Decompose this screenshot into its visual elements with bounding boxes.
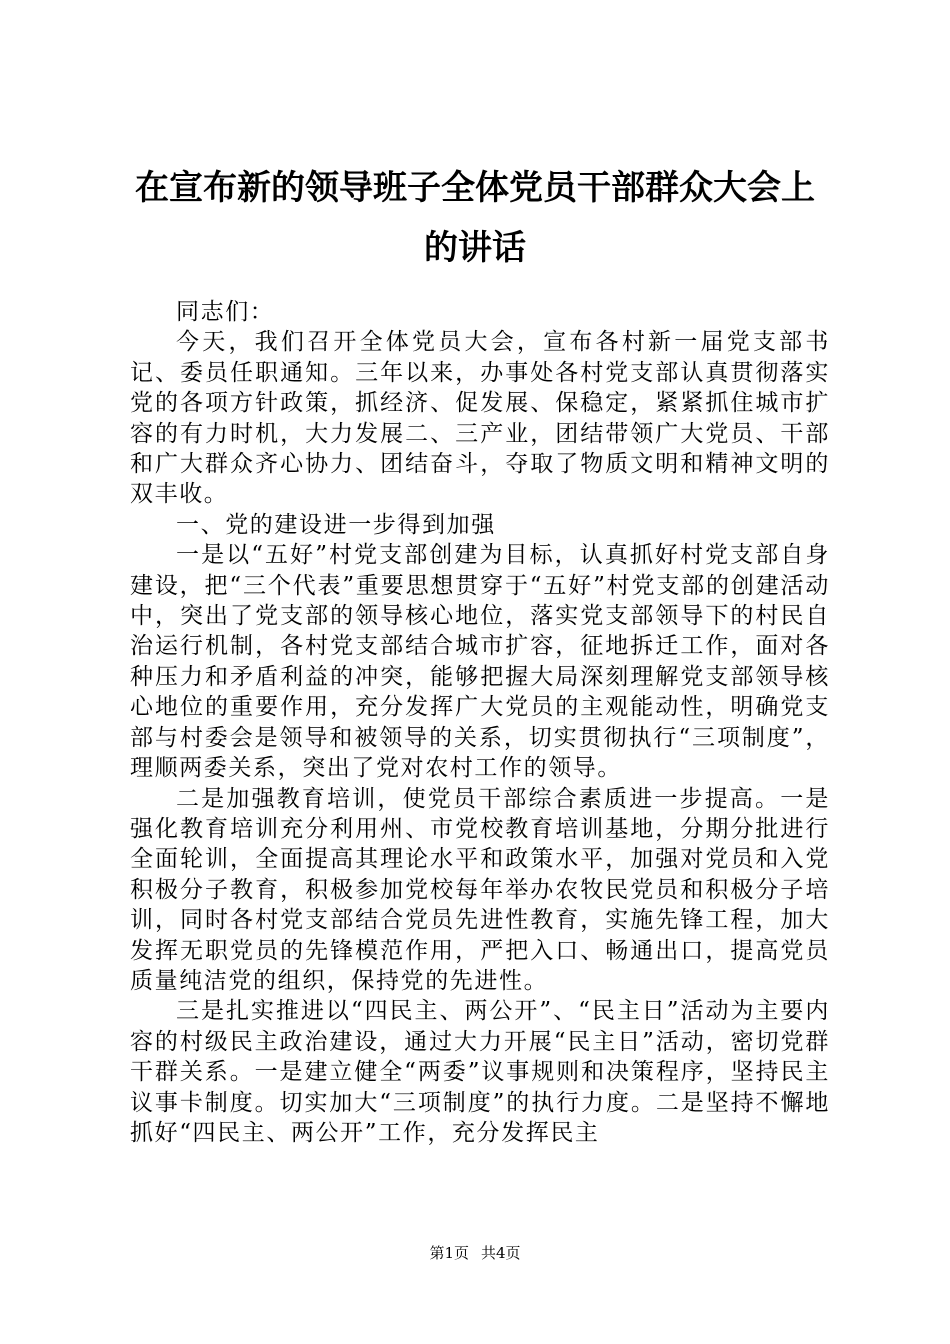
salutation: 同志们：	[176, 299, 275, 325]
document-title: 在宣布新的领导班子全体党员干部群众大会上的讲话	[135, 168, 815, 268]
paragraph-point-three: 三是扎实推进以“四民主、两公开”、“民主日”活动为主要内容的村级民主政治建设，通过大力开展“民主日”活动，密切党群干群关系。一是建立健全“两委”议事规则和决策程序，坚持民主议事卡制度。切实加大“三项制度”的执行力度。二是坚持不懈地抓好“四民主、两公开”工作，充分发挥民主	[130, 998, 830, 1146]
page-number: 第1页	[429, 1244, 469, 1262]
paragraph-intro: 今天，我们召开全体党员大会，宣布各村新一届党支部书记、委员任职通知。三年以来，办事处各村党支部认真贯彻落实党的各项方针政策，抓经济、促发展、保稳定，紧紧抓住城市扩容的有力时机，大力发展二、三产业，团结带领广大党员、干部和广大群众齐心协力、团结奋斗，夺取了物质文明和精神文明的双丰收。	[130, 329, 830, 508]
document-body	[130, 297, 830, 1148]
section-heading: 一、党的建设进一步得到加强	[176, 511, 496, 538]
paragraph-point-one: 一是以“五好”村党支部创建为目标，认真抓好村党支部自身建设，把“三个代表”重要思想贯穿于“五好”村党支部的创建活动中，突出了党支部的领导核心地位，落实党支部领导下的村民自治运行机制，各村党支部结合城市扩容，征地拆迁工作，面对各种压力和矛盾利益的冲突，能够把握大局深刻理解党支部领导核心地位的重要作用，充分发挥广大党员的主观能动性，明确党支部与村委会是领导和被领导的关系，切实贯彻执行“三项制度”，理顺两委关系，突出了党对农村工作的领导。	[130, 542, 830, 782]
paragraph-point-two: 二是加强教育培训，使党员干部综合素质进一步提高。一是强化教育培训充分利用州、市党校教育培训基地，分期分批进行全面轮训，全面提高其理论水平和政策水平，加强对党员和入党积极分子教育，积极参加党校每年举办农牧民党员和积极分子培训，同时各村党支部结合党员先进性教育，实施先锋工程，加大发挥无职党员的先锋模范作用，严把入口、畅通出口，提高党员质量纯洁党的组织，保持党的先进性。	[130, 785, 830, 994]
page-footer	[0, 1243, 950, 1263]
page-total: 共4页	[481, 1244, 521, 1262]
